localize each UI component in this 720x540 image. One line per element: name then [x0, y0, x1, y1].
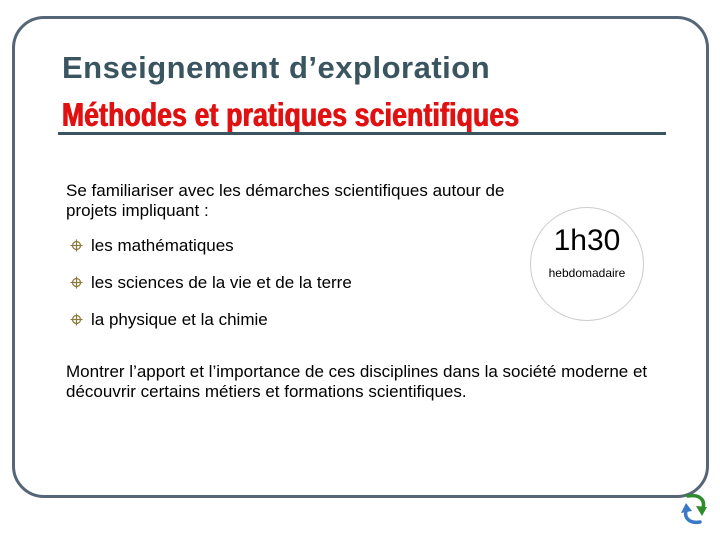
hours-caption: hebdomadaire [548, 266, 626, 280]
title-divider [58, 132, 666, 135]
hours-badge [531, 208, 643, 320]
list-item-label: les sciences de la vie et de la terre [91, 273, 352, 292]
list-item-label: la physique et la chimie [91, 310, 268, 329]
return-arrow-icon[interactable] [680, 492, 708, 526]
circle-cross-bullet-icon [70, 239, 83, 252]
slide-subtitle: Méthodes et pratiques scientifiques [62, 96, 520, 133]
circle-cross-bullet-icon [70, 313, 83, 326]
list-item-label: les mathématiques [91, 236, 234, 255]
hours-value: 1h30 [553, 224, 621, 257]
subject-list [70, 236, 352, 347]
list-item [70, 310, 352, 330]
list-item [70, 236, 352, 256]
intro-text: Se familiariser avec les démarches scientifiques autour de projets impliquant : [66, 181, 505, 220]
slide-title: Enseignement d’exploration [62, 50, 491, 85]
list-item [70, 273, 352, 293]
circle-cross-bullet-icon [70, 276, 83, 289]
outro-text: Montrer l’apport et l’importance de ces disciplines dans la société moderne et découvrir certains métiers et formations scientifiques. [66, 362, 648, 401]
